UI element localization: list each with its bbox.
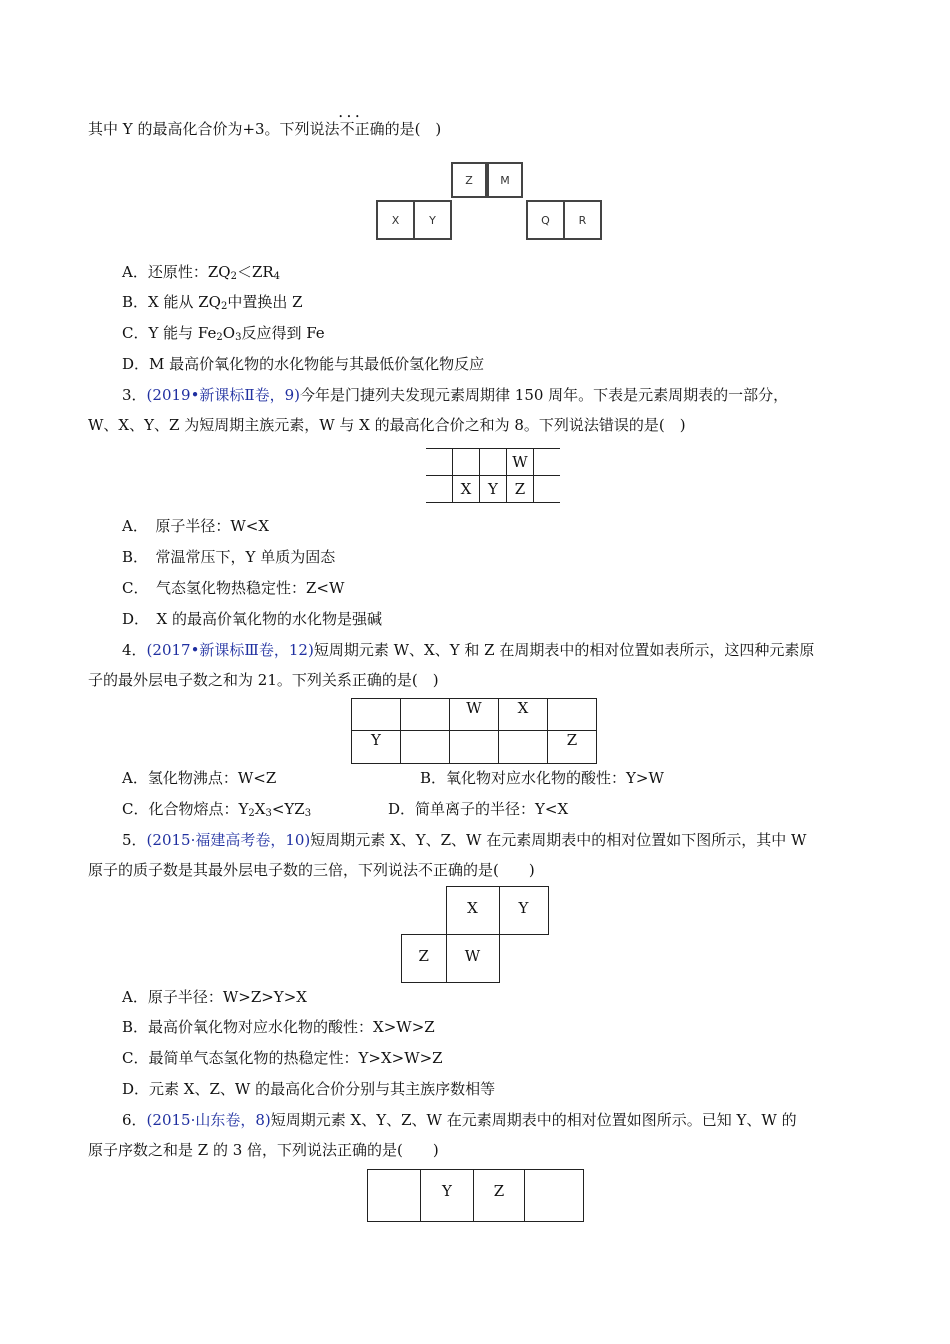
q5-number: 5． xyxy=(122,831,147,849)
q5-line1: 短周期元素 X、Y、Z、W 在元素周期表中的相对位置如下图所示，其中 W xyxy=(310,831,807,849)
q2-b-sub: 2 xyxy=(220,301,228,312)
q2-a-mid: ＜ZR xyxy=(236,263,274,281)
q3-stem-line1 xyxy=(122,385,788,405)
q2-cell-m: M xyxy=(487,162,523,198)
q5-option-d: D．元素 X、Z、W 的最高化合价分别与其主族序数相等 xyxy=(122,1080,496,1098)
q2-a-sub1: 2 xyxy=(230,271,237,282)
q4-c-sub2: 3 xyxy=(265,808,272,819)
q6-cell xyxy=(368,1170,421,1222)
q2-b-text: B．X 能从 ZQ xyxy=(122,293,221,311)
q3-source: (2019•新课标Ⅱ卷，9) xyxy=(146,386,301,404)
q5-cell-x: X xyxy=(446,887,499,935)
q2-c-text: C．Y 能与 Fe xyxy=(122,324,217,342)
q4-option-c xyxy=(122,799,311,819)
q6-stem-line1 xyxy=(122,1110,797,1130)
q2-cell-x: X xyxy=(376,200,415,240)
q2-cell-z: Z xyxy=(451,162,487,198)
q4-c-sub3: 3 xyxy=(304,808,312,819)
q2-c-sub2: 3 xyxy=(235,332,242,343)
q4-option-d: D．简单离子的半径：Y<X xyxy=(388,800,569,818)
q6-source: (2015·山东卷，8) xyxy=(146,1111,271,1129)
q2-stem-emphasis: • • • 不正确 xyxy=(340,120,385,138)
q5-cell-y: Y xyxy=(499,887,548,935)
q4-cell xyxy=(450,731,499,764)
q4-stem-line1 xyxy=(122,640,814,660)
q4-cell-x: X xyxy=(499,699,548,731)
q6-cell-y: Y xyxy=(421,1170,474,1222)
q6-number: 6． xyxy=(122,1111,147,1129)
q2-option-a xyxy=(122,262,280,282)
q5-periodic-table xyxy=(401,886,549,983)
q3-cell-z: Z xyxy=(507,476,534,503)
q3-cell xyxy=(534,476,561,503)
q5-cell-w: W xyxy=(446,935,499,983)
q3-cell xyxy=(426,449,453,476)
q3-cell-w: W xyxy=(507,449,534,476)
q2-stem xyxy=(88,119,441,139)
q4-cell-w: W xyxy=(450,699,499,731)
q4-option-a: A．氢化物沸点：W<Z xyxy=(122,769,277,787)
q3-cell-y: Y xyxy=(480,476,507,503)
q4-c-mid1: X xyxy=(254,800,266,818)
q3-option-c: C． 气态氢化物热稳定性：Z<W xyxy=(122,579,345,597)
q4-cell xyxy=(401,731,450,764)
q6-cell-z: Z xyxy=(474,1170,525,1222)
q2-a-sub2: 4 xyxy=(273,271,281,282)
q4-cell xyxy=(401,699,450,731)
q5-option-c: C．最简单气态氢化物的热稳定性：Y>X>W>Z xyxy=(122,1049,443,1067)
q2-c-end: 反应得到 Fe xyxy=(241,324,325,342)
q3-cell-x: X xyxy=(453,476,480,503)
q4-number: 4． xyxy=(122,641,147,659)
q2-option-b xyxy=(122,292,303,312)
q3-option-a: A． 原子半径：W<X xyxy=(122,517,269,535)
q3-line1: 今年是门捷列夫发现元素周期律 150 周年。下表是元素周期表的一部分， xyxy=(300,386,789,404)
q4-option-b: B．氧化物对应水化物的酸性：Y>W xyxy=(420,769,664,787)
q4-line1: 短周期元素 W、X、Y 和 Z 在周期表中的相对位置如表所示，这四种元素原 xyxy=(313,641,815,659)
q6-stem-line2: 原子序数之和是 Z 的 3 倍，下列说法正确的是( ) xyxy=(88,1141,439,1159)
q2-stem-end: 的是( ) xyxy=(384,120,442,138)
q4-c-mid2: <YZ xyxy=(271,800,305,818)
q4-c-sub1: 2 xyxy=(248,808,255,819)
q3-cell xyxy=(453,449,480,476)
q2-c-sub1: 2 xyxy=(216,332,223,343)
q2-option-c xyxy=(122,323,325,343)
q3-cell xyxy=(426,476,453,503)
q5-cell-z: Z xyxy=(402,935,447,983)
q2-cell-q: Q xyxy=(526,200,565,240)
q4-cell-y: Y xyxy=(352,731,401,764)
q4-cell xyxy=(499,731,548,764)
q4-stem-line2: 子的最外层电子数之和为 21。下列关系正确的是( ) xyxy=(88,671,439,689)
q3-option-b: B． 常温常压下，Y 单质为固态 xyxy=(122,548,336,566)
q3-periodic-table xyxy=(426,448,560,503)
q2-option-d: D．M 最高价氧化物的水化物能与其最低价氢化物反应 xyxy=(122,355,485,373)
q2-b-end: 中置换出 Z xyxy=(227,293,303,311)
q2-c-mid: O xyxy=(222,324,236,342)
q2-cell-y: Y xyxy=(413,200,452,240)
q3-number: 3． xyxy=(122,386,147,404)
q2-a-text: A．还原性：ZQ xyxy=(122,263,231,281)
q3-cell xyxy=(480,449,507,476)
q6-cell xyxy=(525,1170,584,1222)
q5-empty xyxy=(402,887,447,935)
q5-empty xyxy=(499,935,548,983)
q5-source: (2015·福建高考卷，10) xyxy=(146,831,311,849)
q5-stem-line1 xyxy=(122,830,806,850)
q4-cell xyxy=(352,699,401,731)
q5-option-b: B．最高价氧化物对应水化物的酸性：X>W>Z xyxy=(122,1018,435,1036)
q6-periodic-table xyxy=(367,1169,584,1222)
q5-stem-line2: 原子的质子数是其最外层电子数的三倍，下列说法不正确的是( ) xyxy=(88,861,535,879)
q3-stem-line2: W、X、Y、Z 为短周期主族元素，W 与 X 的最高化合价之和为 8。下列说法错误的是( ) xyxy=(88,416,686,434)
q4-cell xyxy=(548,699,597,731)
q2-stem-text: 其中 Y 的最高化合价为+3。下列说法 xyxy=(88,120,340,138)
q2-cell-r: R xyxy=(563,200,602,240)
q3-option-d: D． X 的最高价氧化物的水化物是强碱 xyxy=(122,610,382,628)
q5-option-a: A．原子半径：W>Z>Y>X xyxy=(122,988,307,1006)
q4-source: (2017•新课标Ⅲ卷，12) xyxy=(146,641,314,659)
q3-cell xyxy=(534,449,561,476)
q4-cell-z: Z xyxy=(548,731,597,764)
q6-line1: 短周期元素 X、Y、Z、W 在元素周期表中的相对位置如图所示。已知 Y、W 的 xyxy=(270,1111,797,1129)
q4-periodic-table xyxy=(351,698,597,764)
q4-c-text: C．化合物熔点：Y xyxy=(122,800,249,818)
